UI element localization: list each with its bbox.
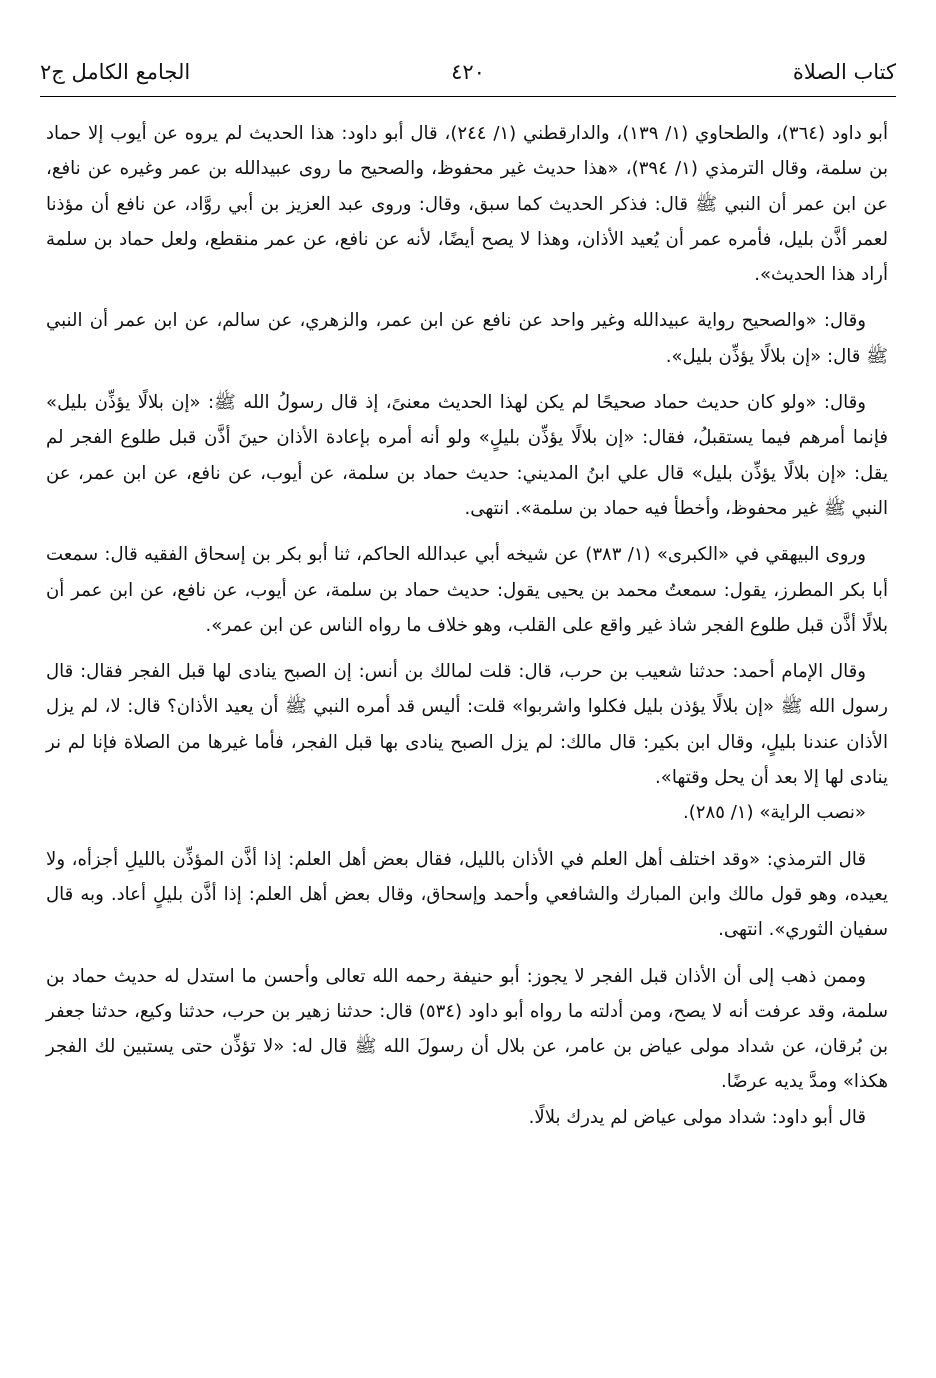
paragraph: وممن ذهب إلى أن الأذان قبل الفجر لا يجوز: أبو حنيفة رحمه الله تعالى وأحسن ما استدل له حديث حماد بن سلمة، وقد عرفت أنه لا يصح، ومن أدلته ما رواه أبو داود (٥٣٤) قال: حدثنا زهير بن حرب، حدثنا وكيع، حدثنا جعفر بن بُرقان، عن شداد مولى عياض بن عامر، عن بلال أن رسولَ الله ﷺ قال له: «لا تؤذِّن حتى يستبين لك الفجر هكذا» ومدَّ يديه عرضًا. (46, 965, 888, 1093)
page-header (40, 52, 896, 96)
paragraph: وروى البيهقي في «الكبرى» (١/ ٣٨٣) عن شيخه أبي عبدالله الحاكم، ثنا أبو بكر بن إسحاق الفقيه قال: سمعت أبا بكر المطرز، يقول: سمعتُ محمد بن يحيى يقول: حديث حماد بن سلمة، عن أيوب، عن نافع، عن ابن عمر أن بلالًا أذَّن قبل طلوع الفجر شاذ غير واقع على القلب، وهو خلاف ما رواه الناس عن ابن عمر». (46, 544, 888, 636)
running-title-section: كتاب الصلاة (792, 60, 896, 84)
paragraph: قال الترمذي: «وقد اختلف أهل العلم في الأذان بالليل، فقال بعض أهل العلم: إذا أذَّن المؤذِّن بالليلِ أجزأه، ولا يعيده، وهو قول مالك وابن المبارك والشافعي وأحمد وإسحاق، وقال بعض أهل العلم: إذا أذَّن بليلٍ أعاد. وبه قال سفيان الثوري». انتهى. (46, 848, 888, 941)
paragraph: قال أبو داود: شداد مولى عياض لم يدرك بلالًا. (528, 1106, 866, 1128)
running-title-volume: الجامع الكامل ج٢ (40, 60, 191, 84)
paragraph: وقال الإمام أحمد: حدثنا شعيب بن حرب، قال: قلت لمالك بن أنس: إن الصبح ينادى لها قبل الفجر فقال: قال رسول الله ﷺ «إن بلالًا يؤذن بليل فكلوا واشربوا» قلت: أليس قد أمره النبي ﷺ أن يعيد الأذان؟ قال: لا، لم يزل الأذان عندنا بليلٍ، وقال ابن بكير: قال مالك: لم يزل الصبح ينادى بها قبل الفجر، فأما غيرها من الصلاة فإنا لم نر ينادى لها إلا بعد أن يحل وقتها». (46, 661, 888, 789)
header-rule (40, 96, 896, 97)
paragraph: وقال: «ولو كان حديث حماد صحيحًا لم يكن لهذا الحديث معنىً، إذ قال رسولُ الله ﷺ: «إن بلالًا يؤذِّن بليل» فإنما أمرهم فيما يستقبلُ، فقال: «إن بلالًا يؤذِّن بليلٍ» ولو أنه أمره بإعادة الأذان حينَ أذَّن قبل طلوع الفجر لم يقل: «إن بلالًا يؤذِّن بليل» قال علي ابنُ المديني: حديث حماد بن سلمة، عن أيوب، عن نافع، عن ابن عمر، عن النبي ﷺ غير محفوظ، وأخطأ فيه حماد بن سلمة». انتهى. (46, 392, 888, 519)
page-body (46, 116, 888, 1146)
paragraph: أبو داود (٣٦٤)، والطحاوي (١/ ١٣٩)، والدارقطني (١/ ٢٤٤)، قال أبو داود: هذا الحديث لم يروه عن أيوب إلا حماد بن سلمة، وقال الترمذي (١/ ٣٩٤)، «هذا حديث غير محفوظ، والصحيح ما روى عبيدالله بن عمر وغيره عن نافع، عن ابن عمر أن النبي ﷺ قال: فذكر الحديث كما سبق، وقال: وروى عبد العزيز بن أبي روَّاد، عن نافع أن مؤذنا لعمر أذَّن بليل، فأمره عمر أن يُعيد الأذان، وهذا لا يصح أيضًا، لأنه عن نافع، عن عمر منقطع، ولعل حماد بن سلمة أراد هذا الحديث». (46, 123, 888, 286)
paragraph: وقال: «والصحيح رواية عبيدالله وغير واحد عن نافع عن ابن عمر، والزهري، عن سالم، عن ابن عمر أن النبي ﷺ قال: «إن بلالًا يؤذِّن بليل». (46, 310, 888, 367)
reference-line: «نصب الراية» (١/ ٢٨٥). (682, 802, 866, 824)
page-number: ٤٢٠ (451, 60, 485, 84)
